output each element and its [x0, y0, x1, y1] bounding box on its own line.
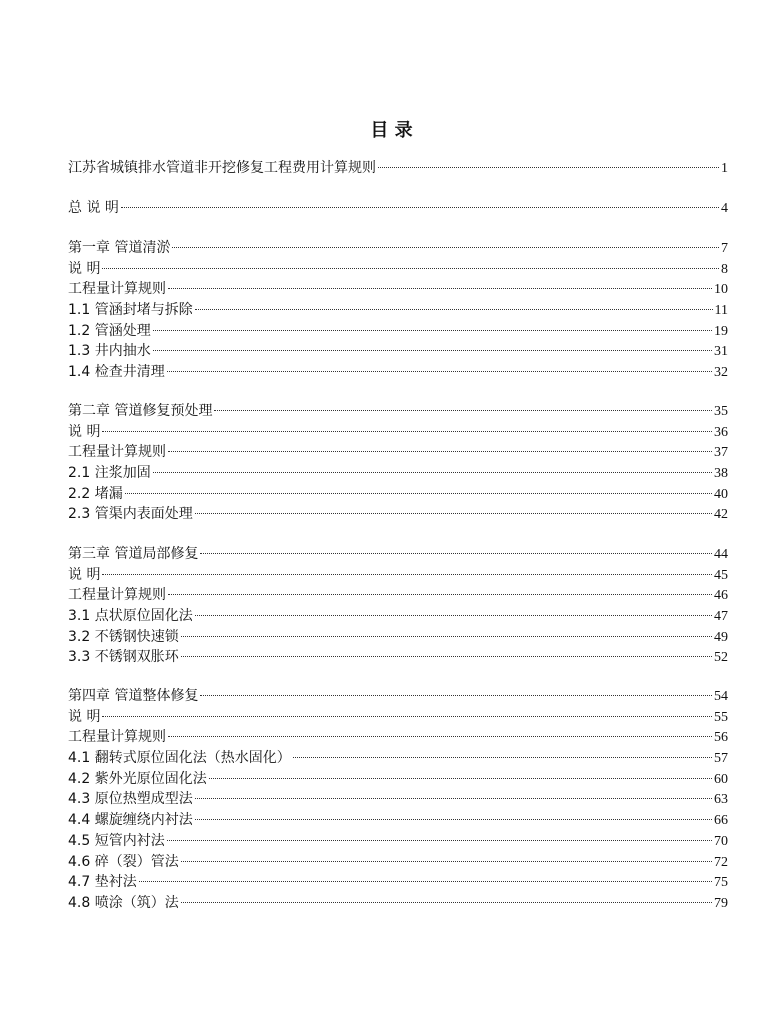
toc-entry-label: 1.4 检查井清理 [68, 364, 165, 381]
toc-entry-label: 第二章 管道修复预处理 [68, 403, 213, 419]
toc-entry-label: 4.3 原位热塑成型法 [68, 791, 193, 808]
toc-entry-page-number: 57 [714, 751, 728, 767]
toc-leader-dots [200, 552, 712, 554]
page-title: 目 录 [370, 120, 413, 141]
toc-entry-page-number: 38 [714, 466, 728, 482]
toc-leader-dots [168, 287, 712, 289]
toc-entry[interactable] [68, 198, 728, 219]
toc-leader-dots [214, 409, 712, 411]
toc-entry-label: 江苏省城镇排水管道非开挖修复工程费用计算规则 [68, 160, 376, 176]
toc-entry[interactable] [68, 442, 728, 463]
toc-leader-dots [195, 512, 712, 514]
toc-entry-label: 第三章 管道局部修复 [68, 546, 199, 562]
toc-entry-label: 工程量计算规则 [68, 444, 166, 461]
toc-entry[interactable] [68, 769, 728, 790]
toc-entry-label: 4.8 喷涂（筑）法 [68, 894, 179, 911]
toc-leader-dots [121, 206, 719, 208]
toc-leader-dots [181, 635, 712, 637]
toc-entry-page-number: 7 [721, 241, 728, 256]
toc-group [68, 238, 728, 383]
toc-entry[interactable] [68, 606, 728, 627]
toc-entry-label: 第一章 管道清淤 [68, 240, 171, 256]
toc-entry-page-number: 70 [714, 833, 728, 849]
toc-leader-dots [139, 880, 712, 882]
toc-entry[interactable] [68, 585, 728, 606]
toc-entry[interactable] [68, 686, 728, 707]
toc-entry[interactable] [68, 789, 728, 810]
toc-entry-label: 2.1 注浆加固 [68, 465, 151, 482]
toc-leader-dots [195, 818, 712, 820]
toc-entry[interactable] [68, 810, 728, 831]
toc-entry[interactable] [68, 158, 728, 179]
toc-entry-label: 4.2 紫外光原位固化法 [68, 770, 207, 787]
toc-leader-dots [181, 655, 712, 657]
toc-group [68, 198, 728, 219]
toc-leader-dots [102, 430, 712, 432]
toc-entry[interactable] [68, 422, 728, 443]
toc-entry-page-number: 52 [714, 650, 728, 666]
toc-entry[interactable] [68, 238, 728, 259]
toc-entry-label: 3.3 不锈钢双胀环 [68, 649, 179, 666]
toc-leader-dots [102, 267, 719, 269]
toc-leader-dots [168, 593, 712, 595]
toc-entry-page-number: 40 [714, 486, 728, 502]
toc-group [68, 158, 728, 179]
toc-leader-dots [125, 492, 712, 494]
toc-entry-page-number: 19 [714, 323, 728, 339]
toc-entry-label: 3.1 点状原位固化法 [68, 608, 193, 625]
toc-entry-label: 1.2 管涵处理 [68, 322, 151, 339]
toc-leader-dots [209, 777, 712, 779]
toc-leader-dots [293, 756, 712, 758]
toc-entry-page-number: 8 [721, 261, 728, 277]
toc-entry-page-number: 60 [714, 771, 728, 787]
toc-leader-dots [378, 166, 719, 168]
toc-entry-label: 说 明 [68, 566, 101, 583]
toc-entry-label: 说 明 [68, 423, 101, 440]
toc-entry-page-number: 4 [721, 201, 728, 216]
toc-entry-page-number: 10 [714, 282, 728, 298]
toc-entry-page-number: 63 [714, 792, 728, 808]
toc-entry-page-number: 45 [714, 567, 728, 583]
toc-entry[interactable] [68, 748, 728, 769]
toc-entry[interactable] [68, 300, 728, 321]
toc-leader-dots [102, 573, 712, 575]
toc-leader-dots [200, 694, 712, 696]
toc-entry-page-number: 56 [714, 730, 728, 746]
toc-entry[interactable] [68, 463, 728, 484]
toc-entry-label: 4.4 螺旋缠绕内衬法 [68, 812, 193, 829]
toc-entry-label: 4.6 碎（裂）管法 [68, 853, 179, 870]
toc-entry-page-number: 79 [714, 895, 728, 911]
toc-entry-page-number: 46 [714, 588, 728, 604]
toc-leader-dots [153, 471, 712, 473]
toc-leader-dots [102, 715, 712, 717]
toc-leader-dots [153, 349, 712, 351]
toc-entry-label: 3.2 不锈钢快速锁 [68, 628, 179, 645]
toc-entry[interactable] [68, 321, 728, 342]
toc-entry[interactable] [68, 504, 728, 525]
toc-entry-page-number: 31 [714, 344, 728, 360]
toc-entry[interactable] [68, 727, 728, 748]
toc-entry-label: 说 明 [68, 708, 101, 725]
toc-entry[interactable] [68, 544, 728, 565]
toc-entry-page-number: 55 [714, 709, 728, 725]
toc-entry-page-number: 66 [714, 813, 728, 829]
toc-entry[interactable] [68, 341, 728, 362]
toc-entry[interactable] [68, 565, 728, 586]
toc-entry-page-number: 54 [714, 689, 728, 704]
toc-entry[interactable] [68, 259, 728, 280]
toc-group [68, 544, 728, 668]
toc-entry-label: 第四章 管道整体修复 [68, 688, 199, 704]
toc-leader-dots [167, 370, 712, 372]
toc-entry[interactable] [68, 893, 728, 914]
toc-entry-label: 工程量计算规则 [68, 281, 166, 298]
toc-entry-page-number: 35 [714, 404, 728, 419]
toc-entry-label: 工程量计算规则 [68, 587, 166, 604]
toc-entry-label: 1.1 管涵封堵与拆除 [68, 302, 193, 319]
toc-leader-dots [172, 246, 719, 248]
toc-entry-page-number: 1 [721, 161, 728, 176]
toc-entry-label: 工程量计算规则 [68, 729, 166, 746]
toc-entry[interactable] [68, 627, 728, 648]
toc-entry-page-number: 36 [714, 424, 728, 440]
toc-entry[interactable] [68, 831, 728, 852]
toc-leader-dots [153, 329, 712, 331]
toc-leader-dots [167, 839, 712, 841]
toc-leader-dots [195, 797, 712, 799]
toc-entry-page-number: 47 [714, 609, 728, 625]
toc-entry[interactable] [68, 279, 728, 300]
toc-entry[interactable] [68, 362, 728, 383]
toc-entry-label: 2.3 管渠内表面处理 [68, 506, 193, 523]
toc-entry-page-number: 44 [714, 547, 728, 562]
toc-entry[interactable] [68, 707, 728, 728]
toc-entry-page-number: 42 [714, 507, 728, 523]
toc-entry[interactable] [68, 401, 728, 422]
toc-entry-page-number: 75 [714, 875, 728, 891]
toc-leader-dots [195, 308, 713, 310]
toc-leader-dots [181, 860, 712, 862]
toc-entry[interactable] [68, 872, 728, 893]
toc-entry[interactable] [68, 852, 728, 873]
toc-entry[interactable] [68, 647, 728, 668]
toc-entry-page-number: 49 [714, 629, 728, 645]
toc-leader-dots [195, 614, 712, 616]
toc-leader-dots [168, 450, 712, 452]
toc-leader-dots [181, 901, 712, 903]
toc-entry-label: 4.7 垫衬法 [68, 874, 137, 891]
toc-entry-page-number: 37 [714, 445, 728, 461]
toc-entry-label: 1.3 井内抽水 [68, 343, 151, 360]
toc-entry-page-number: 72 [714, 854, 728, 870]
toc-group [68, 401, 728, 525]
toc-entry-page-number: 11 [714, 303, 728, 319]
toc-leader-dots [168, 735, 712, 737]
toc-entry-page-number: 32 [714, 365, 728, 381]
toc-group [68, 686, 728, 914]
toc-entry[interactable] [68, 484, 728, 505]
toc-entry-label: 4.1 翻转式原位固化法（热水固化） [68, 750, 291, 767]
toc-entry-label: 2.2 堵漏 [68, 485, 123, 502]
toc-entry-label: 4.5 短管内衬法 [68, 832, 165, 849]
toc-entry-label: 总 说 明 [68, 200, 119, 216]
toc-entry-label: 说 明 [68, 260, 101, 277]
